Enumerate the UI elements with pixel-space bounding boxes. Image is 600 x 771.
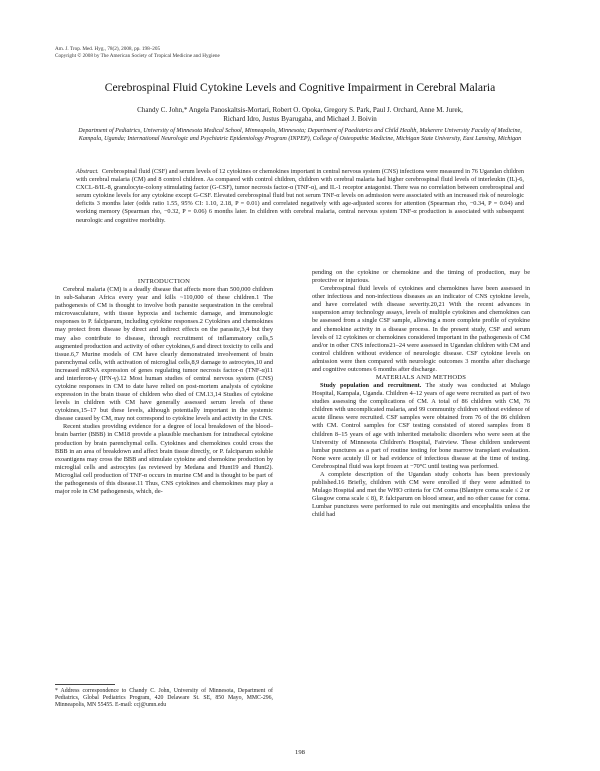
author-list bbox=[60, 106, 540, 125]
page-number: 198 bbox=[295, 749, 305, 756]
left-column bbox=[55, 269, 273, 496]
right-paragraph-continued: pending on the cytokine or chemokine and the timing of production, may be protective or injurious. bbox=[312, 269, 530, 285]
study-paragraph-2: A complete description of the Ugandan study cohorts has been previously published.16 Briefly, children with CM were enrolled if they were admitted to Mulago Hospital and met the WHO criteria for CM coma (Blantyre coma scale ≤ 2 or Glasgow coma scale ≤ 8), P. falciparum on blood smear, and no other cause for coma. Lumbar punctures were performed to rule out meningitis and encephalitis unless the child had bbox=[312, 470, 530, 519]
authors-line-2: Richard Idro, Justus Byarugaba, and Michael J. Boivin bbox=[223, 115, 377, 124]
right-paragraph-1: Cerebrospinal fluid levels of cytokines and chemokines have been assessed in other infectious and non-infectious diseases as an indicator of CNS cytokine levels, and have correlated with disease severity.20,21 With the recent advances in suspension array technology assays, levels of multiple cytokines and chemokines can be assessed from a single CSF sample, allowing a more complete profile of cytokine and chemokine activity in a disease process. In the present study, CSF and serum levels of 12 cytokines or chemokines considered important in the pathogenesis of CM and/or in other CNS infections21–24 were assessed in Ugandan children with CM and control children without evidence of neurologic disease. CSF cytokine levels on admission were then compared with neurologic outcomes 3 months after discharge and cognitive outcomes 6 months after discharge. bbox=[312, 285, 530, 373]
authors-line-1: Chandy C. John,* Angela Panoskaltsis-Mortari, Robert O. Opoka, Gregory S. Park, Paul J. Orchard, Anne M. Jurek, bbox=[137, 106, 463, 114]
journal-citation: Am. J. Trop. Med. Hyg., 78(2), 2008, pp. 198–205 bbox=[55, 46, 161, 52]
introduction-heading: INTRODUCTION bbox=[137, 278, 191, 285]
methods-heading: MATERIALS AND METHODS bbox=[375, 374, 467, 382]
abstract bbox=[76, 168, 524, 225]
study-paragraph-1 bbox=[312, 382, 530, 471]
journal-header bbox=[55, 46, 220, 59]
article-title: Cerebrospinal Fluid Cytokine Levels and Cognitive Impairment in Cerebral Malaria bbox=[104, 81, 496, 94]
study-subheading: Study population and recruitment. bbox=[320, 382, 422, 390]
affiliations: Department of Pediatrics, University of Minnesota Medical School, Minneapolis, Minnesota; Department of Paediatrics and Child Health, Makerere University Faculty of Medicine, Kampala, Uganda; International Neurologic and Psychiatric Epidemiology Program (INPEP), College of Osteopathic Medicine, Michigan State University, East Lansing, Michigan bbox=[78, 128, 522, 143]
right-column bbox=[312, 269, 530, 519]
intro-paragraph-2: Recent studies providing evidence for a degree of local breakdown of the blood–brain barrier (BBB) in CM18 provide a plausible mechanism for intrathecal cytokine production by brain parenchymal cells. Cytokines and chemokines could cross the BBB in an area of breakdown and affect brain tissue directly, or P. falciparum soluble exoantigens may cross the BBB and stimulate cytokine and chemokine production by microglial cells and astrocytes (as reviewed by Medana and Hunt19 and Hunt2). Microglial cell production of TNF-α occurs in murine CM and is thought to be part of the pathogenesis of this disease.11 Thus, CNS cytokines and chemokines may play a major role in CM pathogenesis, which, de- bbox=[55, 423, 273, 496]
intro-paragraph-1: Cerebral malaria (CM) is a deadly disease that affects more than 500,000 children in sub-Saharan Africa every year and kills ~110,000 of these children.1 The pathogenesis of CM is thought to involve both parasite sequestration in the cerebral microvasculature, with tissue hypoxia and ischemic damage, and immunologic responses to P. falciparum, including cytokine responses.2 Cytokines and chemokines may protect from disease by direct and indirect effects on the parasite,3,4 but they may also contribute to disease, through recruitment of inflammatory cells,5 augmented production and activity of other cytokines,6 and direct toxicity to cells and tissue.6,7 Murine models of CM have clearly demonstrated involvement of brain parenchymal cells, with activation of microglial cells,8,9 damage to astrocytes,10 and increased mRNA expression of genes regulating tumor necrosis factor-α (TNF-α)11 and interferon-γ (IFN-γ).12 Most human studies of central nervous system (CNS) cytokine responses in CM to date have relied on post-mortem analysis of cytokine expression in the brain tissue of children who died of CM.13,14 Studies of cytokine levels in children with CM have generally assessed serum levels of these cytokines,15–17 but these levels, although potentially important in the systemic disease caused by CM, may not correspond to cytokine levels and activity in the CNS. bbox=[55, 286, 273, 423]
journal-copyright: Copyright © 2008 by The American Society of Tropical Medicine and Hygiene bbox=[55, 52, 220, 59]
correspondence-footnote: * Address correspondence to Chandy C. John, University of Minnesota, Department of Pediatrics, Global Pediatrics Program, 420 Delaware St. SE, 850 Mayo, MMC-296, Minneapolis, MN 55455. E-mail: ccj@umn.edu bbox=[55, 688, 273, 709]
study-paragraph-1-text: The study was conducted at Mulago Hospital, Kampala, Uganda. Children 4–12 years of age were recruited as part of two studies assessing the complications of CM. A total of 86 children with CM, 76 children with uncomplicated malaria, and 99 community children without evidence of acute illness were recruited. CSF samples were obtained from 76 of the 86 children with CM. Control samples for CSF testing consisted of stored samples from 8 children 8–15 years of age with inherited metabolic disorders who were seen at the University of Minnesota Children's Hospital, Fairview. These children underwent lumbar punctures as a part of routine testing for bone marrow transplant evaluation. None were acutely ill or had evidence of infectious disease at the time of testing. Cerebrospinal fluid was kept frozen at −70°C until testing was performed. bbox=[312, 382, 530, 470]
abstract-text: Cerebrospinal fluid (CSF) and serum levels of 12 cytokines or chemokines important in central nervous system (CNS) infections were measured in 76 Ugandan children with cerebral malaria (CM) and 8 control children. As compared with control children, children with cerebral malaria had higher cerebrospinal fluid levels of interleukin (IL)-6, CXCL-8/IL-8, granulocyte-colony stimulating factor (G-CSF), tumor necrosis factor-α (TNF-α), and IL-1 receptor antagonist. There was no correlation between cerebrospinal and serum cytokine levels for any cytokine except G-CSF. Elevated cerebrospinal fluid but not serum TNF-α levels on admission were associated with an increased risk of neurologic deficits 3 months later (odds ratio 1.55, 95% CI: 1.10, 2.18, P = 0.01) and correlated negatively with age-adjusted scores for attention (Spearman rho, −0.34, P = 0.04) and working memory (Spearman rho, −0.32, P = 0.06) 6 months later. In children with cerebral malaria, central nervous system TNF-α production is associated with subsequent neurologic and cognitive morbidity. bbox=[76, 168, 524, 224]
footnote-rule bbox=[55, 684, 115, 685]
abstract-label: Abstract. bbox=[76, 168, 99, 175]
